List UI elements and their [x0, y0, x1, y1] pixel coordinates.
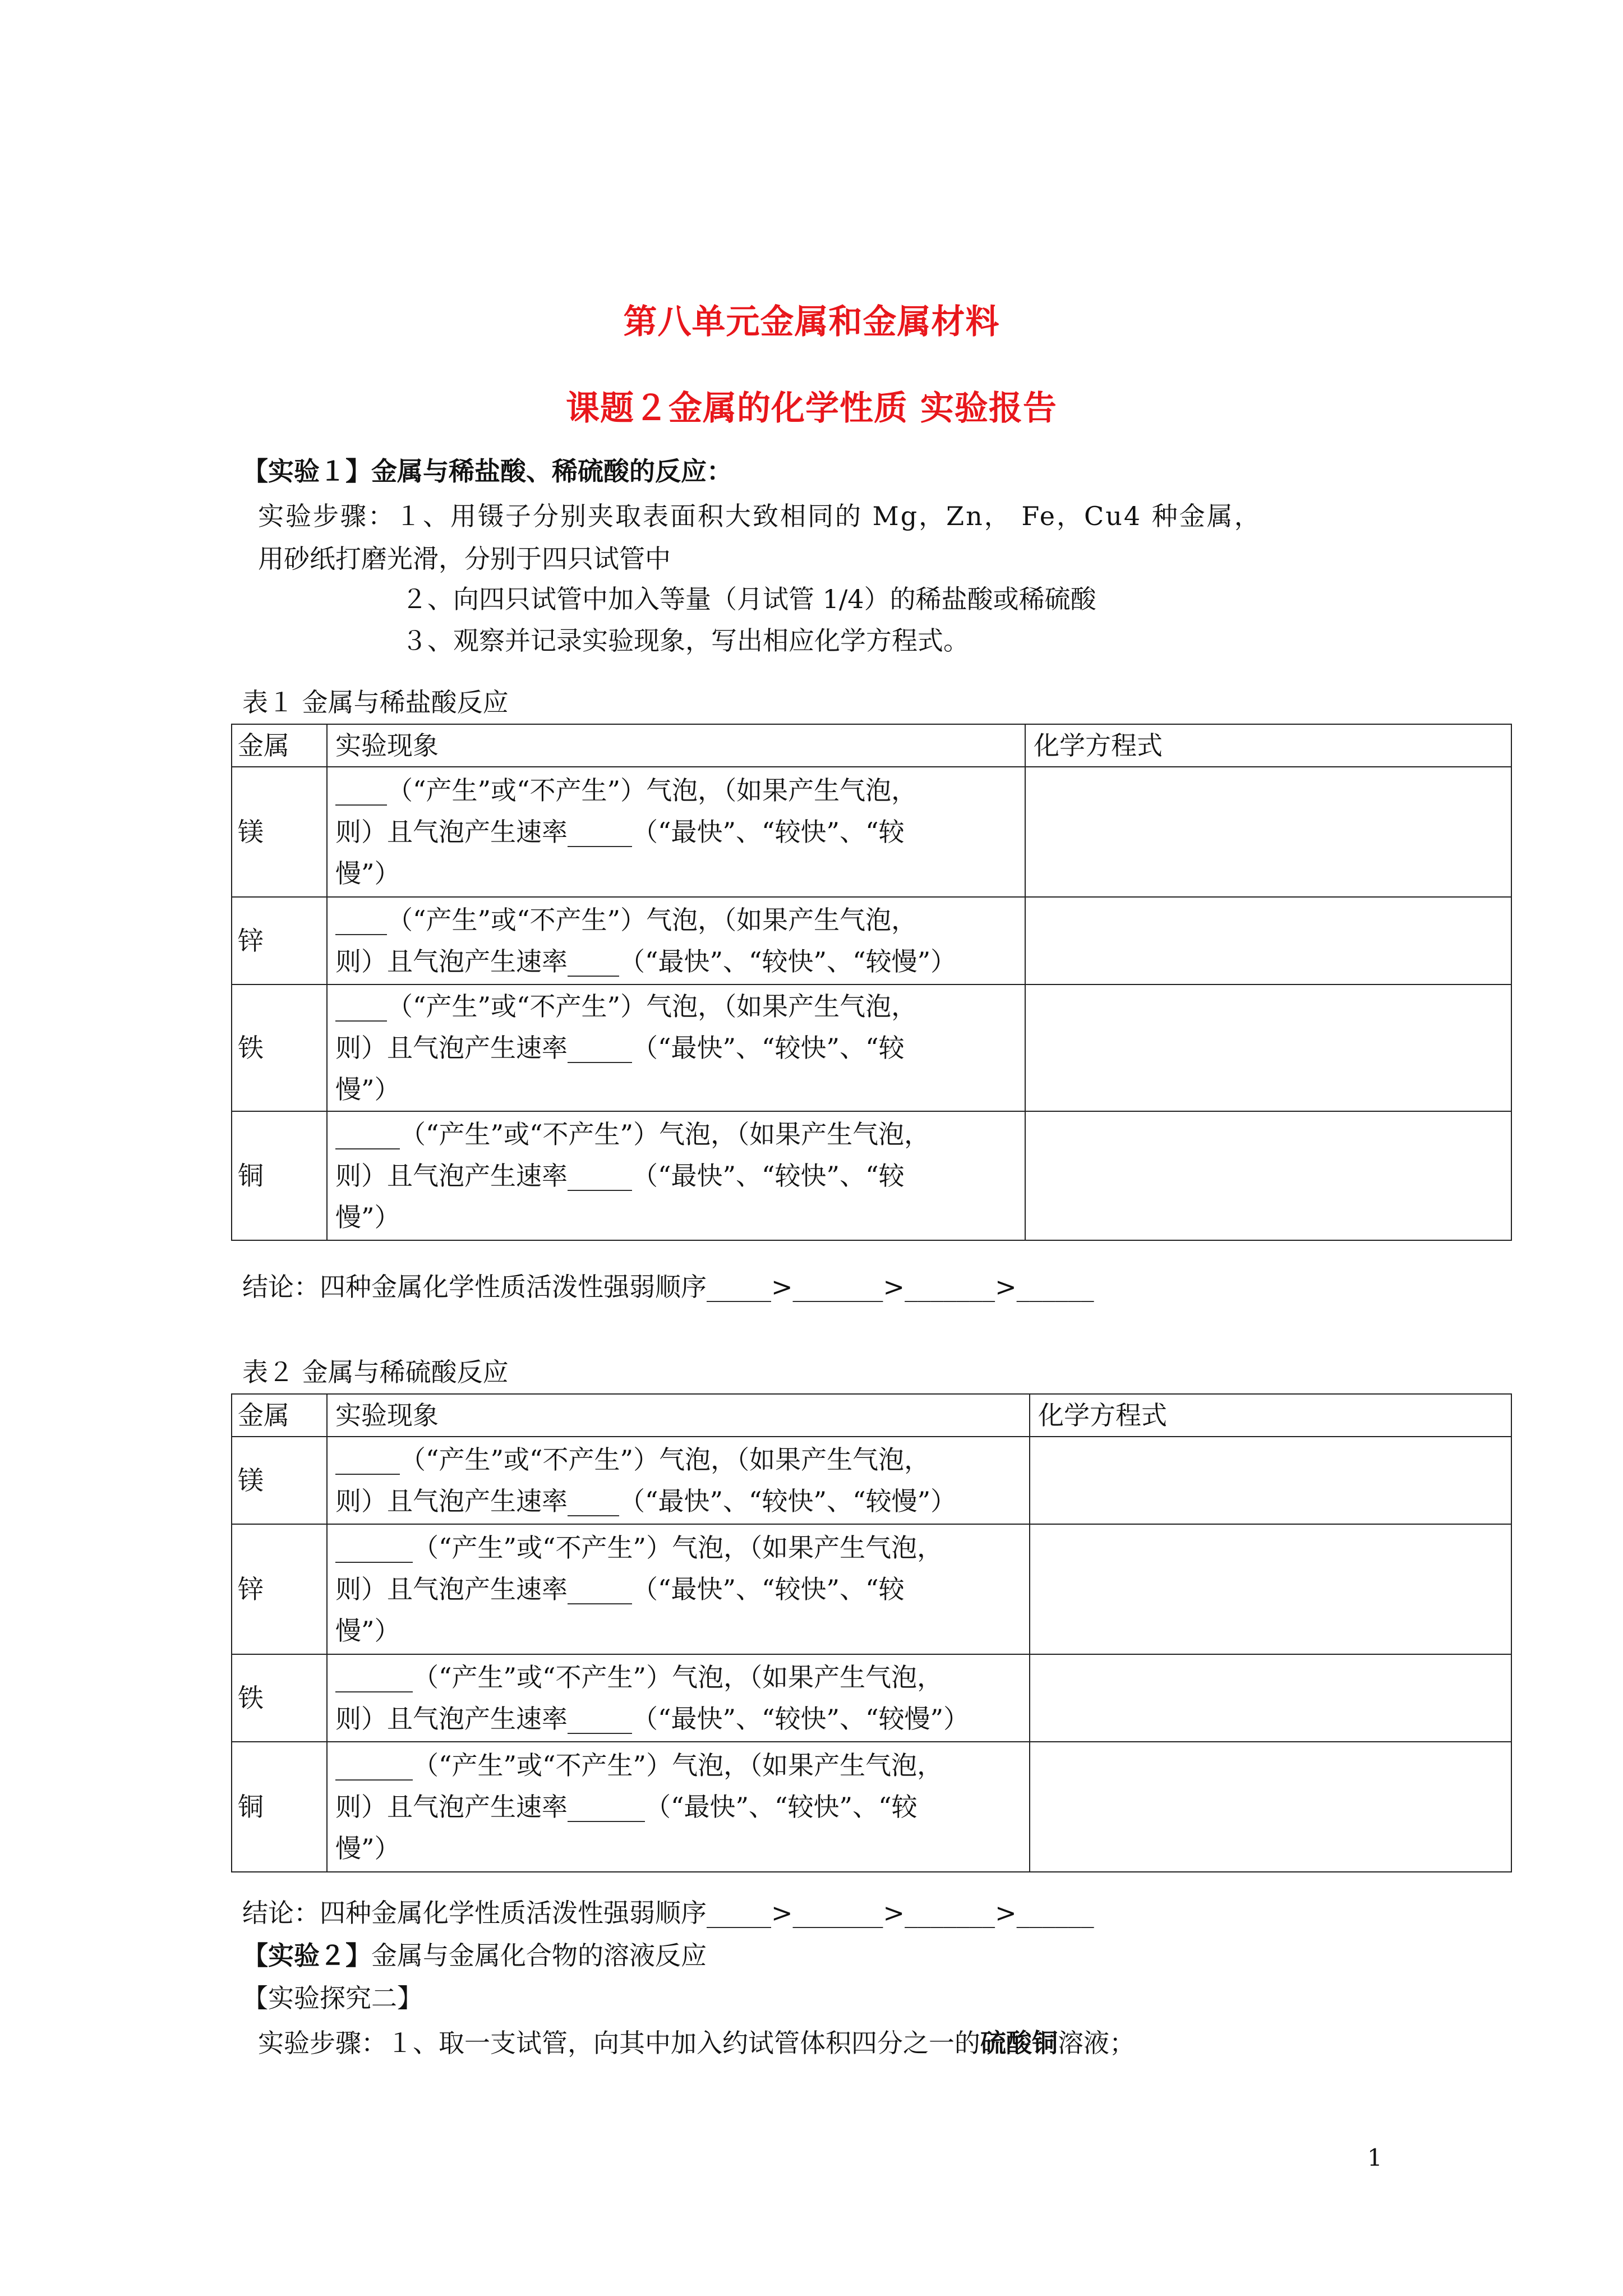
table2-metal-fe: 铁	[232, 1654, 327, 1742]
phenomenon-line: ____（“产生”或“不产生”）气泡，（如果产生气泡，	[335, 905, 917, 935]
table2-equation-cell[interactable]	[1030, 1524, 1511, 1654]
table2-metal-mg: 镁	[232, 1437, 327, 1524]
phenomenon-line: 慢”）	[335, 1616, 400, 1646]
exp1-step2: ２、向四只试管中加入等量（月试管 1/4）的稀盐酸或稀硫酸	[402, 584, 1096, 614]
phenomenon-line: 则）且气泡产生速率____（“最快”、“较快”、“较慢”）	[335, 1486, 957, 1516]
table1-header-equation: 化学方程式	[1025, 724, 1511, 767]
exp2-heading	[242, 1939, 707, 1972]
phenomenon-line: 则）且气泡产生速率_____（“最快”、“较快”、“较	[335, 1161, 905, 1191]
table1-equation-cell[interactable]	[1025, 897, 1511, 984]
table2-phenomenon-cell	[327, 1437, 1030, 1524]
table-row	[232, 984, 1511, 1111]
table2-header-metal: 金属	[232, 1394, 327, 1437]
phenomenon-line: 则）且气泡产生速率_____（“最快”、“较快”、“较	[335, 1574, 905, 1604]
table-row	[232, 1742, 1511, 1872]
table-row	[232, 897, 1511, 984]
exp2-step1-suffix: 溶液；	[1058, 2028, 1135, 2058]
exp2-heading-text: 金属与金属化合物的溶液反应	[371, 1940, 707, 1971]
table1-equation-cell[interactable]	[1025, 767, 1511, 897]
table1-equation-cell[interactable]	[1025, 1111, 1511, 1240]
table1-header-metal: 金属	[232, 724, 327, 767]
table1-metal-zn: 锌	[232, 897, 327, 984]
exp2-subheading: 【实验探究二】	[242, 1983, 423, 2013]
phenomenon-line: _____（“产生”或“不产生”）气泡，（如果产生气泡，	[335, 1119, 930, 1149]
table2-metal-cu: 铜	[232, 1742, 327, 1872]
exp2-step1-bold: 硫酸铜	[980, 2028, 1058, 2058]
phenomenon-line: ____（“产生”或“不产生”）气泡，（如果产生气泡，	[335, 991, 917, 1022]
phenomenon-line: 则）且气泡产生速率______（“最快”、“较快”、“较	[335, 1792, 917, 1822]
table1-metal-fe: 铁	[232, 984, 327, 1111]
exp1-step3: ３、观察并记录实验现象，写出相应化学方程式。	[402, 625, 969, 656]
table1-equation-cell[interactable]	[1025, 984, 1511, 1111]
table-row	[232, 1654, 1511, 1742]
table2	[231, 1393, 1512, 1872]
table-row	[232, 1437, 1511, 1524]
table1-phenomenon-cell	[327, 767, 1025, 897]
table2-conclusion: 结论：四种金属化学性质活泼性强弱顺序_____>_______>_______>______	[242, 1898, 1094, 1928]
table2-caption: 表２ 金属与稀硫酸反应	[242, 1357, 509, 1387]
table2-phenomenon-cell	[327, 1742, 1030, 1872]
phenomenon-line: 慢”）	[335, 1074, 400, 1105]
phenomenon-line: 则）且气泡产生速率_____（“最快”、“较快”、“较慢”）	[335, 1704, 970, 1734]
exp2-step1-prefix: 实验步骤：１、取一支试管，向其中加入约试管体积四分之一的	[258, 2028, 980, 2058]
exp2-step1	[258, 2026, 1135, 2060]
phenomenon-line: 慢”）	[335, 858, 400, 889]
table2-phenomenon-cell	[327, 1654, 1030, 1742]
table-row	[232, 1111, 1511, 1240]
phenomenon-line: 慢”）	[335, 1202, 400, 1232]
page-number: 1	[1367, 2144, 1382, 2171]
table-row	[232, 1524, 1511, 1654]
table1-metal-mg: 镁	[232, 767, 327, 897]
table2-header-phenomenon: 实验现象	[327, 1394, 1030, 1437]
table1-phenomenon-cell	[327, 1111, 1025, 1240]
table1-phenomenon-cell	[327, 897, 1025, 984]
table2-equation-cell[interactable]	[1030, 1437, 1511, 1524]
table1-header-row	[232, 724, 1511, 767]
table2-metal-zn: 锌	[232, 1524, 327, 1654]
exp1-heading: 【实验１】金属与稀盐酸、稀硫酸的反应：	[242, 456, 732, 486]
table2-equation-cell[interactable]	[1030, 1654, 1511, 1742]
phenomenon-line: _____（“产生”或“不产生”）气泡，（如果产生气泡，	[335, 1444, 930, 1475]
table2-header-row	[232, 1394, 1511, 1437]
phenomenon-line: 慢”）	[335, 1833, 400, 1864]
table-row	[232, 767, 1511, 897]
table2-phenomenon-cell	[327, 1524, 1030, 1654]
table2-header-equation: 化学方程式	[1030, 1394, 1511, 1437]
table1-metal-cu: 铜	[232, 1111, 327, 1240]
table1-header-phenomenon: 实验现象	[327, 724, 1025, 767]
phenomenon-line: 则）且气泡产生速率_____（“最快”、“较快”、“较	[335, 817, 905, 847]
exp2-heading-bracket: 【实验２】	[242, 1940, 371, 1971]
main-title: 第八单元金属和金属材料	[623, 302, 1000, 342]
table2-equation-cell[interactable]	[1030, 1742, 1511, 1872]
exp1-step1-line1: 实验步骤：１、用镊子分别夹取表面积大致相同的 Mg，Zn， Fe，Cu4 种金属，	[258, 501, 1262, 531]
table1	[231, 724, 1512, 1241]
phenomenon-line: ______（“产生”或“不产生”）气泡，（如果产生气泡，	[335, 1533, 943, 1563]
table1-phenomenon-cell	[327, 984, 1025, 1111]
exp1-step1-line2: 用砂纸打磨光滑，分别于四只试管中	[258, 544, 671, 574]
phenomenon-line: ______（“产生”或“不产生”）气泡，（如果产生气泡，	[335, 1750, 943, 1780]
table1-conclusion: 结论：四种金属化学性质活泼性强弱顺序_____>_______>_______>______	[242, 1272, 1094, 1302]
phenomenon-line: 则）且气泡产生速率_____（“最快”、“较快”、“较	[335, 1033, 905, 1063]
phenomenon-line: ______（“产生”或“不产生”）气泡，（如果产生气泡，	[335, 1662, 943, 1692]
sub-title: 课题２金属的化学性质 实验报告	[566, 389, 1057, 428]
phenomenon-line: ____（“产生”或“不产生”）气泡，（如果产生气泡，	[335, 775, 917, 806]
phenomenon-line: 则）且气泡产生速率____（“最快”、“较快”、“较慢”）	[335, 946, 957, 977]
table1-caption: 表１ 金属与稀盐酸反应	[242, 687, 509, 717]
